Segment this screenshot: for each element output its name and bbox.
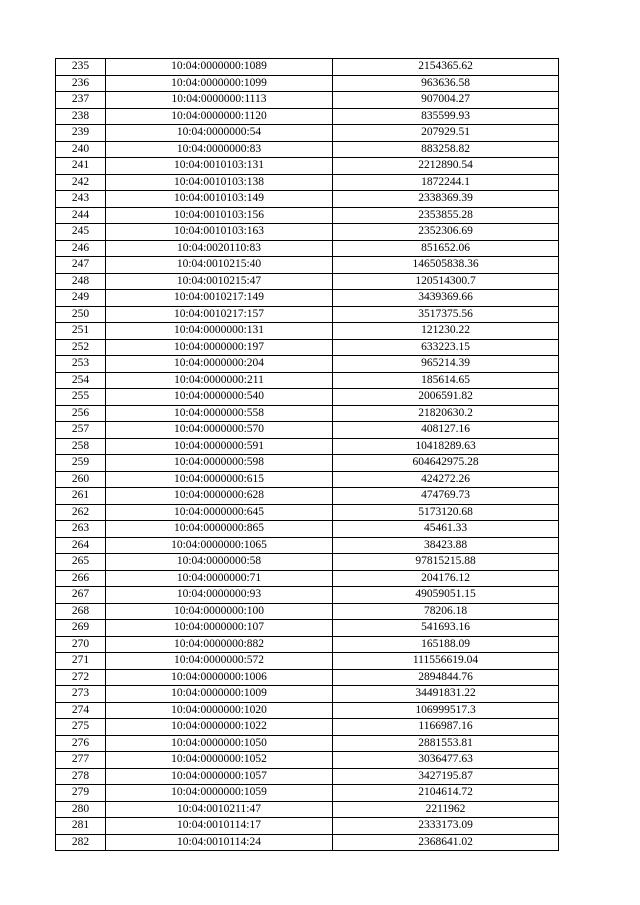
value-cell: 2894844.76 — [333, 669, 559, 686]
cadastral-number-cell: 10:04:0010103:149 — [106, 191, 333, 208]
value-cell: 21820630.2 — [333, 405, 559, 422]
cadastral-number-cell: 10:04:0010215:40 — [106, 257, 333, 274]
value-cell: 408127.16 — [333, 422, 559, 439]
table-row — [56, 603, 559, 620]
cadastral-number-cell: 10:04:0000000:58 — [106, 554, 333, 571]
row-number-cell: 264 — [56, 537, 106, 554]
row-number-cell: 280 — [56, 801, 106, 818]
table-row — [56, 554, 559, 571]
row-number-cell: 253 — [56, 356, 106, 373]
row-number-cell: 276 — [56, 735, 106, 752]
row-number-cell: 268 — [56, 603, 106, 620]
value-cell: 34491831.22 — [333, 686, 559, 703]
row-number-cell: 257 — [56, 422, 106, 439]
row-number-cell: 277 — [56, 752, 106, 769]
table-row — [56, 801, 559, 818]
cadastral-number-cell: 10:04:0000000:645 — [106, 504, 333, 521]
cadastral-number-cell: 10:04:0000000:107 — [106, 620, 333, 637]
table-row — [56, 141, 559, 158]
row-number-cell: 265 — [56, 554, 106, 571]
row-number-cell: 249 — [56, 290, 106, 307]
cadastral-number-cell: 10:04:0010114:17 — [106, 818, 333, 835]
cadastral-number-cell: 10:04:0000000:1059 — [106, 785, 333, 802]
cadastral-number-cell: 10:04:0000000:598 — [106, 455, 333, 472]
table-row — [56, 405, 559, 422]
table-row — [56, 653, 559, 670]
row-number-cell: 258 — [56, 438, 106, 455]
row-number-cell: 239 — [56, 125, 106, 142]
table-row — [56, 702, 559, 719]
value-cell: 3517375.56 — [333, 306, 559, 323]
table-row — [56, 356, 559, 373]
row-number-cell: 263 — [56, 521, 106, 538]
table-body — [56, 59, 559, 851]
value-cell: 1872244.1 — [333, 174, 559, 191]
row-number-cell: 273 — [56, 686, 106, 703]
cadastral-number-cell: 10:04:0010103:138 — [106, 174, 333, 191]
value-cell: 424272.26 — [333, 471, 559, 488]
table-row — [56, 636, 559, 653]
cadastral-number-cell: 10:04:0010217:149 — [106, 290, 333, 307]
value-cell: 1166987.16 — [333, 719, 559, 736]
cadastral-number-cell: 10:04:0010103:156 — [106, 207, 333, 224]
value-cell: 3036477.63 — [333, 752, 559, 769]
table-row — [56, 224, 559, 241]
table-row — [56, 339, 559, 356]
cadastral-number-cell: 10:04:0000000:71 — [106, 570, 333, 587]
row-number-cell: 236 — [56, 75, 106, 92]
row-number-cell: 251 — [56, 323, 106, 340]
value-cell: 2006591.82 — [333, 389, 559, 406]
row-number-cell: 245 — [56, 224, 106, 241]
value-cell: 2353855.28 — [333, 207, 559, 224]
value-cell: 2104614.72 — [333, 785, 559, 802]
value-cell: 165188.09 — [333, 636, 559, 653]
row-number-cell: 247 — [56, 257, 106, 274]
cadastral-number-cell: 10:04:0000000:1057 — [106, 768, 333, 785]
value-cell: 121230.22 — [333, 323, 559, 340]
row-number-cell: 250 — [56, 306, 106, 323]
cadastral-number-cell: 10:04:0000000:93 — [106, 587, 333, 604]
value-cell: 2211962 — [333, 801, 559, 818]
table-row — [56, 587, 559, 604]
cadastral-number-cell: 10:04:0000000:1089 — [106, 59, 333, 76]
row-number-cell: 270 — [56, 636, 106, 653]
value-cell: 2212890.54 — [333, 158, 559, 175]
table-row — [56, 174, 559, 191]
row-number-cell: 259 — [56, 455, 106, 472]
row-number-cell: 274 — [56, 702, 106, 719]
table-row — [56, 438, 559, 455]
cadastral-number-cell: 10:04:0000000:572 — [106, 653, 333, 670]
row-number-cell: 281 — [56, 818, 106, 835]
value-cell: 2338369.39 — [333, 191, 559, 208]
row-number-cell: 256 — [56, 405, 106, 422]
table-row — [56, 323, 559, 340]
row-number-cell: 235 — [56, 59, 106, 76]
row-number-cell: 243 — [56, 191, 106, 208]
table-row — [56, 488, 559, 505]
cadastral-number-cell: 10:04:0000000:131 — [106, 323, 333, 340]
table-row — [56, 504, 559, 521]
value-cell: 633223.15 — [333, 339, 559, 356]
row-number-cell: 242 — [56, 174, 106, 191]
row-number-cell: 271 — [56, 653, 106, 670]
cadastral-number-cell: 10:04:0000000:591 — [106, 438, 333, 455]
row-number-cell: 275 — [56, 719, 106, 736]
cadastral-number-cell: 10:04:0000000:1050 — [106, 735, 333, 752]
row-number-cell: 238 — [56, 108, 106, 125]
value-cell: 2368641.02 — [333, 834, 559, 851]
cadastral-number-cell: 10:04:0010211:47 — [106, 801, 333, 818]
row-number-cell: 262 — [56, 504, 106, 521]
table-row — [56, 290, 559, 307]
cadastral-number-cell: 10:04:0000000:1120 — [106, 108, 333, 125]
cadastral-number-cell: 10:04:0000000:1006 — [106, 669, 333, 686]
value-cell: 185614.65 — [333, 372, 559, 389]
cadastral-number-cell: 10:04:0000000:540 — [106, 389, 333, 406]
cadastral-number-cell: 10:04:0000000:1020 — [106, 702, 333, 719]
value-cell: 146505838.36 — [333, 257, 559, 274]
table-row — [56, 273, 559, 290]
cadastral-number-cell: 10:04:0000000:558 — [106, 405, 333, 422]
row-number-cell: 246 — [56, 240, 106, 257]
table-row — [56, 240, 559, 257]
data-table — [55, 58, 559, 851]
row-number-cell: 248 — [56, 273, 106, 290]
cadastral-number-cell: 10:04:0000000:1113 — [106, 92, 333, 109]
row-number-cell: 267 — [56, 587, 106, 604]
cadastral-number-cell: 10:04:0000000:1065 — [106, 537, 333, 554]
table-row — [56, 389, 559, 406]
cadastral-number-cell: 10:04:0000000:1099 — [106, 75, 333, 92]
row-number-cell: 252 — [56, 339, 106, 356]
value-cell: 10418289.63 — [333, 438, 559, 455]
table-row — [56, 834, 559, 851]
cadastral-number-cell: 10:04:0000000:1052 — [106, 752, 333, 769]
value-cell: 474769.73 — [333, 488, 559, 505]
table-row — [56, 570, 559, 587]
cadastral-number-cell: 10:04:0000000:628 — [106, 488, 333, 505]
cadastral-number-cell: 10:04:0010217:157 — [106, 306, 333, 323]
value-cell: 38423.88 — [333, 537, 559, 554]
cadastral-number-cell: 10:04:0000000:865 — [106, 521, 333, 538]
table-row — [56, 207, 559, 224]
table-row — [56, 537, 559, 554]
value-cell: 111556619.04 — [333, 653, 559, 670]
cadastral-number-cell: 10:04:0000000:83 — [106, 141, 333, 158]
table-row — [56, 735, 559, 752]
cadastral-number-cell: 10:04:0020110:83 — [106, 240, 333, 257]
table-row — [56, 521, 559, 538]
row-number-cell: 260 — [56, 471, 106, 488]
row-number-cell: 272 — [56, 669, 106, 686]
value-cell: 78206.18 — [333, 603, 559, 620]
cadastral-number-cell: 10:04:0000000:1009 — [106, 686, 333, 703]
table-row — [56, 686, 559, 703]
value-cell: 907004.27 — [333, 92, 559, 109]
cadastral-number-cell: 10:04:0000000:615 — [106, 471, 333, 488]
row-number-cell: 269 — [56, 620, 106, 637]
row-number-cell: 279 — [56, 785, 106, 802]
cadastral-number-cell: 10:04:0000000:204 — [106, 356, 333, 373]
table-row — [56, 257, 559, 274]
cadastral-number-cell: 10:04:0000000:54 — [106, 125, 333, 142]
value-cell: 851652.06 — [333, 240, 559, 257]
value-cell: 3439369.66 — [333, 290, 559, 307]
table-row — [56, 422, 559, 439]
table-row — [56, 372, 559, 389]
table-row — [56, 818, 559, 835]
value-cell: 541693.16 — [333, 620, 559, 637]
table-row — [56, 59, 559, 76]
table-row — [56, 92, 559, 109]
table-row — [56, 125, 559, 142]
value-cell: 883258.82 — [333, 141, 559, 158]
row-number-cell: 255 — [56, 389, 106, 406]
row-number-cell: 266 — [56, 570, 106, 587]
row-number-cell: 278 — [56, 768, 106, 785]
row-number-cell: 282 — [56, 834, 106, 851]
value-cell: 963636.58 — [333, 75, 559, 92]
value-cell: 45461.33 — [333, 521, 559, 538]
row-number-cell: 261 — [56, 488, 106, 505]
value-cell: 2352306.69 — [333, 224, 559, 241]
table-row — [56, 768, 559, 785]
value-cell: 207929.51 — [333, 125, 559, 142]
value-cell: 5173120.68 — [333, 504, 559, 521]
table-row — [56, 306, 559, 323]
value-cell: 106999517.3 — [333, 702, 559, 719]
value-cell: 2333173.09 — [333, 818, 559, 835]
table-row — [56, 719, 559, 736]
table-row — [56, 191, 559, 208]
row-number-cell: 254 — [56, 372, 106, 389]
table-row — [56, 669, 559, 686]
value-cell: 835599.93 — [333, 108, 559, 125]
table-row — [56, 785, 559, 802]
value-cell: 965214.39 — [333, 356, 559, 373]
table-row — [56, 75, 559, 92]
value-cell: 604642975.28 — [333, 455, 559, 472]
table-row — [56, 471, 559, 488]
cadastral-number-cell: 10:04:0010114:24 — [106, 834, 333, 851]
table-row — [56, 158, 559, 175]
value-cell: 204176.12 — [333, 570, 559, 587]
table-row — [56, 752, 559, 769]
cadastral-number-cell: 10:04:0010103:131 — [106, 158, 333, 175]
row-number-cell: 241 — [56, 158, 106, 175]
value-cell: 49059051.15 — [333, 587, 559, 604]
table-row — [56, 108, 559, 125]
cadastral-number-cell: 10:04:0010103:163 — [106, 224, 333, 241]
cadastral-number-cell: 10:04:0000000:1022 — [106, 719, 333, 736]
cadastral-number-cell: 10:04:0000000:570 — [106, 422, 333, 439]
value-cell: 120514300.7 — [333, 273, 559, 290]
table-row — [56, 620, 559, 637]
cadastral-number-cell: 10:04:0000000:211 — [106, 372, 333, 389]
value-cell: 2154365.62 — [333, 59, 559, 76]
table-row — [56, 455, 559, 472]
value-cell: 97815215.88 — [333, 554, 559, 571]
cadastral-number-cell: 10:04:0000000:100 — [106, 603, 333, 620]
row-number-cell: 244 — [56, 207, 106, 224]
value-cell: 2881553.81 — [333, 735, 559, 752]
row-number-cell: 237 — [56, 92, 106, 109]
cadastral-number-cell: 10:04:0000000:882 — [106, 636, 333, 653]
value-cell: 3427195.87 — [333, 768, 559, 785]
row-number-cell: 240 — [56, 141, 106, 158]
cadastral-number-cell: 10:04:0010215:47 — [106, 273, 333, 290]
cadastral-number-cell: 10:04:0000000:197 — [106, 339, 333, 356]
